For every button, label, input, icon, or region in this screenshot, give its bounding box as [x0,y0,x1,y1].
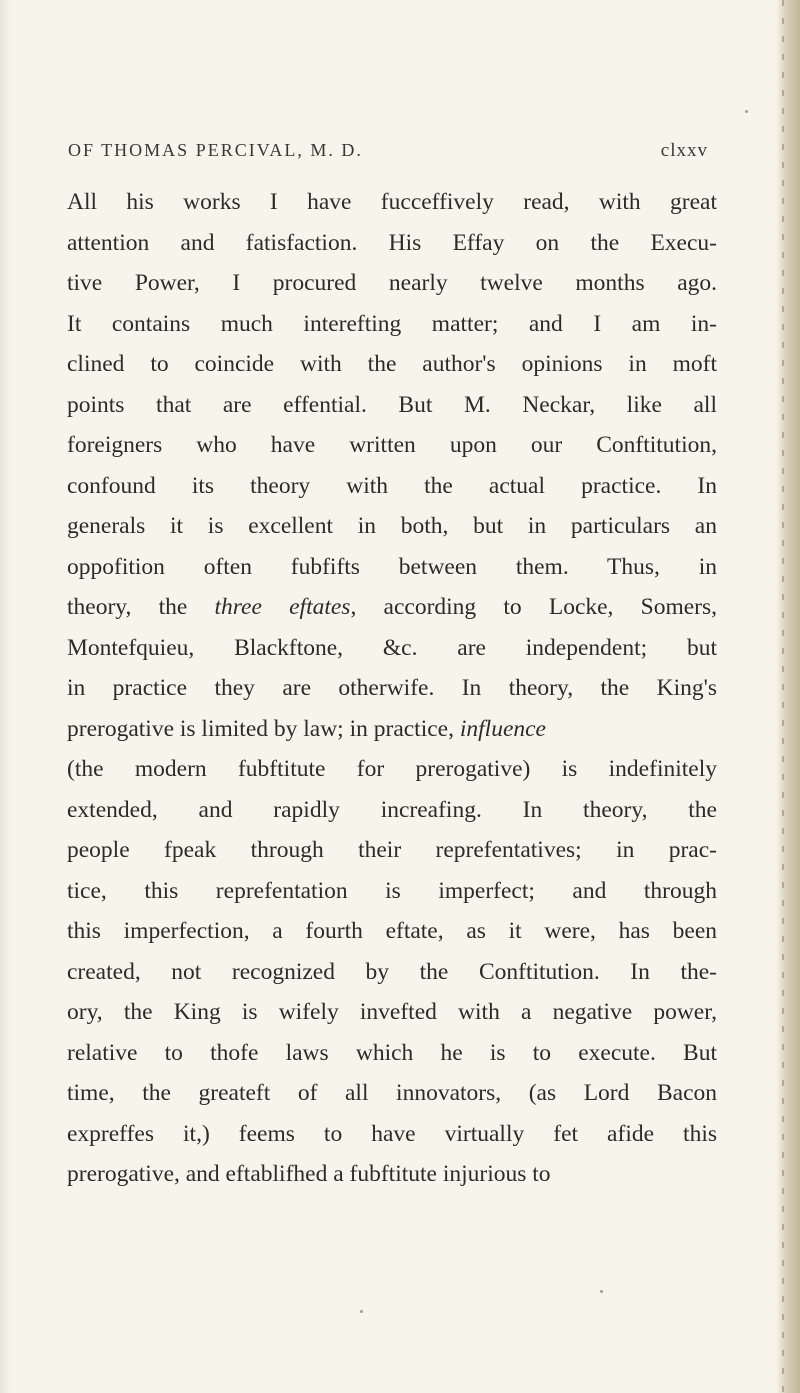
running-head-title: OF THOMAS PERCIVAL, M. D. [68,140,363,160]
text-line: created, not recognized by the Conftitution. In the- [67,958,717,985]
text-line: time, the greateft of all innovators, (as Lord Bacon [67,1080,717,1106]
text-line: clined to coincide with the author's opinions in moft [67,351,717,377]
text-line: All his works I have fucceffively read, with great [67,189,717,215]
text-line: Montefquieu, Blackftone, &c. are independent; but [67,634,717,661]
text-line: tive Power, I procured nearly twelve months ago. [67,270,717,296]
running-head [68,140,708,170]
text-line: tice, this reprefentation is imperfect; and through [67,877,717,904]
text-line: foreigners who have written upon our Conftitution, [67,432,717,458]
text-line-segment: , according to Locke, Somers, [350,594,718,620]
text-line: ory, the King is wifely invefted with a negative power, [67,999,717,1025]
text-line: in practice they are otherwife. In theory, the King's [67,675,717,701]
italic-phrase: three eftates [214,594,351,620]
text-line: generals it is excellent in both, but in particulars an [67,513,717,539]
text-line: points that are effential. But M. Neckar, like all [67,391,717,418]
body-text [67,182,717,1195]
text-line: prerogative, and eftablifhed a fubftitute injurious to [67,1161,551,1187]
text-line [67,709,717,750]
text-line: oppofition often fubfifts between them. Thus, in [67,553,717,580]
text-line-segment: theory, the [67,594,215,620]
text-line-segment: prerogative is limited by law; in practice, [67,715,460,742]
text-line: attention and fatisfaction. His Effay on the Execu- [67,229,717,256]
paper-speck [600,1290,603,1293]
text-line: extended, and rapidly increafing. In theory, the [67,796,717,823]
text-line [67,587,717,628]
italic-phrase: influence [459,715,546,742]
text-line: people fpeak through their reprefentatives; in prac- [67,837,717,863]
text-line: this imperfection, a fourth eftate, as it were, has been [67,918,717,944]
text-line: relative to thofe laws which he is to execute. But [67,1039,717,1066]
page-number: clxxv [660,140,708,161]
page-left-edge [0,0,10,1393]
page-binding-edge [776,0,800,1393]
text-line: (the modern fubftitute for prerogative) is indefinitely [67,756,717,782]
paper-speck [745,110,748,113]
paper-speck [360,1310,363,1313]
text-line: confound its theory with the actual practice. In [67,472,717,499]
text-line: It contains much interefting matter; and I am in- [67,310,717,337]
text-line: expreffes it,) feems to have virtually fet afide this [67,1120,717,1147]
